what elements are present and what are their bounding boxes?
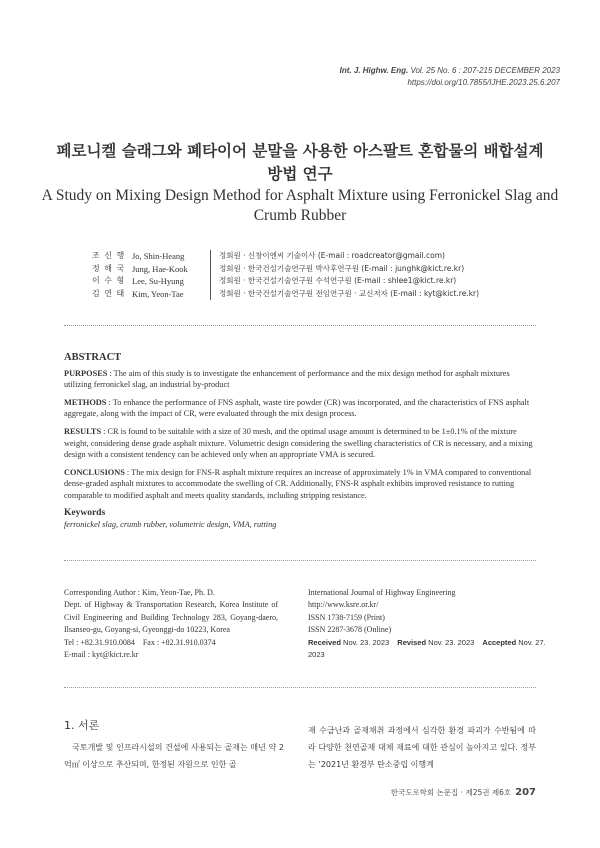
page-number: 207 [515,787,536,798]
received-date: Nov. 23. 2023 [343,637,390,647]
author-list [92,250,479,300]
results-paragraph [64,426,536,461]
author-affiliation: 정회원 · 한국건설기술연구원 박사후연구원 (E-mail : junghk@kict.re.kr) [210,263,464,276]
corresponding-email[interactable]: E-mail : kyt@kict.re.kr [64,650,139,660]
korean-title-line-2: 방법 연구 [267,165,333,183]
journal-issue: Vol. 25 No. 6 : 207-215 DECEMBER 2023 [410,66,560,75]
author-name-ko: 조 신 행 [92,251,126,260]
publication-info [308,587,548,661]
page-footer [391,787,536,798]
fax: Fax : +82.31.910.0374 [142,637,216,647]
body-left-column [64,717,284,773]
results-label: RESULTS [64,426,102,436]
revised-date: Nov. 23. 2023 [428,637,475,647]
author-name-ko: 김 연 태 [92,288,126,298]
conclusions-paragraph [64,467,536,502]
author-affiliation: 정회원 · 신창이엔씨 기술이사 (E-mail : roadcreator@gmail.com) [210,250,445,263]
dotted-divider [64,325,536,326]
footer-journal: 한국도로학회 논문집 · 제25권 제6호 [390,788,512,797]
publication-url[interactable]: http://www.ksre.or.kr/ [308,600,379,610]
corresponding-address: Dept. of Highway & Transportation Research, Korea Institute of Civil Engineering and Building Technology 283, Goyang-daero, Ilsanseo-gu, Goyang-si, Gyeonggi-do 10223, Korea [64,600,278,635]
keywords-heading: Keywords [64,507,106,518]
accepted-date: Nov. 27. 2023 [308,637,546,660]
purposes-paragraph [64,368,536,391]
english-title-line-1: A Study on Mixing Design Method for Asphalt Mixture using Ferronickel Slag and [41,187,559,204]
issn-online: ISSN 2287-3678 (Online) [308,625,392,635]
korean-title [40,140,560,186]
conclusions-text: : The mix design for FNS-R asphalt mixture requires an increase of approximately 1% in VMA compared to conventional dense-graded asphalt mixtures to accommodate the swelling of CR. Additionally, FNS-R asphalt exhibits improved resistance to rutting comparable to modified asphalt and meets quality standards, including stripping resistance. [64,467,532,500]
publication-journal: International Journal of Highway Engineering [308,588,456,597]
body-paragraph: 국토개발 및 인프라시설의 건설에 사용되는 골재는 매년 약 2억㎥ 이상으로 추산되며, 한정된 자원으로 인한 골 [64,743,284,769]
methods-label: METHODS [64,397,107,407]
abstract-heading: ABSTRACT [64,352,122,363]
english-title [40,186,560,226]
author-name-ko: 정 해 국 [92,263,126,273]
dotted-divider [64,560,536,561]
contact-phone [64,637,278,649]
author-name-ko: 이 수 형 [92,276,126,285]
author-row [92,263,479,276]
keywords-list: ferronickel slag, crumb rubber, volumetric design, VMA, rutting [64,520,277,530]
dotted-divider [64,687,536,688]
author-name-en: Jo, Shin-Heang [132,251,185,261]
conclusions-label: CONCLUSIONS [64,467,125,477]
purposes-label: PURPOSES [64,368,108,378]
author-row [92,288,479,301]
results-text: : CR is found to be suitable with a size of 30 mesh, and the optimal usage amount is determined to be 1±0.1% of the mixture weight, considering dense grade asphalt mixture. Volumetric design considering the swelling characteristics of CR is necessary, and a mixing design with a consistent tendency can be achieved only when an appropriate VMA is secured. [64,426,533,460]
author-name-en: Lee, Su-Hyung [132,276,184,286]
accepted-label: Accepted [482,637,517,647]
revised-label: Revised [397,637,427,647]
english-title-line-2: Crumb Rubber [253,207,347,224]
methods-text: : To enhance the performance of FNS asphalt, waste tire powder (CR) was incorporated, and the characteristics of FNS asphalt aggregate, along with the impact of CR, were evaluated through the mix design process. [64,397,530,419]
journal-name: Int. J. Highw. Eng. [339,66,409,75]
korean-title-line-1: 페로니켈 슬래그와 폐타이어 분말을 사용한 아스팔트 혼합물의 배합설계 [56,142,544,160]
body-right-column: 재 수급난과 골재채취 과정에서 심각한 환경 파괴가 수반됨에 따라 다양한 천연골재 대체 재료에 대한 관심이 높아지고 있다. 정부는 ‘2021년 환경부 탄소중립 이행계 [308,726,536,769]
corresponding-author: Corresponding Author : Kim, Yeon-Tae, Ph. D. [64,588,215,597]
author-name-en: Jung, Hae-Kook [132,263,188,274]
methods-paragraph [64,397,536,420]
journal-doi[interactable]: https://doi.org/10.7855/IJHE.2023.25.6.207 [407,78,560,87]
author-row [92,275,479,288]
journal-citation [340,65,560,89]
author-row [92,250,479,263]
issn-print: ISSN 1738-7159 (Print) [308,612,385,622]
correspondence-info [64,587,278,661]
publication-dates [308,637,548,662]
abstract-section [64,352,536,531]
author-affiliation: 정회원 · 한국건설기술연구원 전임연구원 · 교신저자 (E-mail : kyt@kict.re.kr) [210,288,479,301]
received-label: Received [308,637,341,647]
purposes-text: : The aim of this study is to investigate the enhancement of performance and the mix design method for asphalt mixtures utilizing ferronickel slag, an industrial by-product [64,368,510,390]
section-heading: 1. 서론 [64,719,100,732]
author-affiliation: 정회원 · 한국건설기술연구원 수석연구원 (E-mail : shlee1@kict.re.kr) [210,275,456,288]
author-name-en: Kim, Yeon-Tae [132,288,184,299]
tel: Tel : +82.31.910.0084 [64,637,135,647]
